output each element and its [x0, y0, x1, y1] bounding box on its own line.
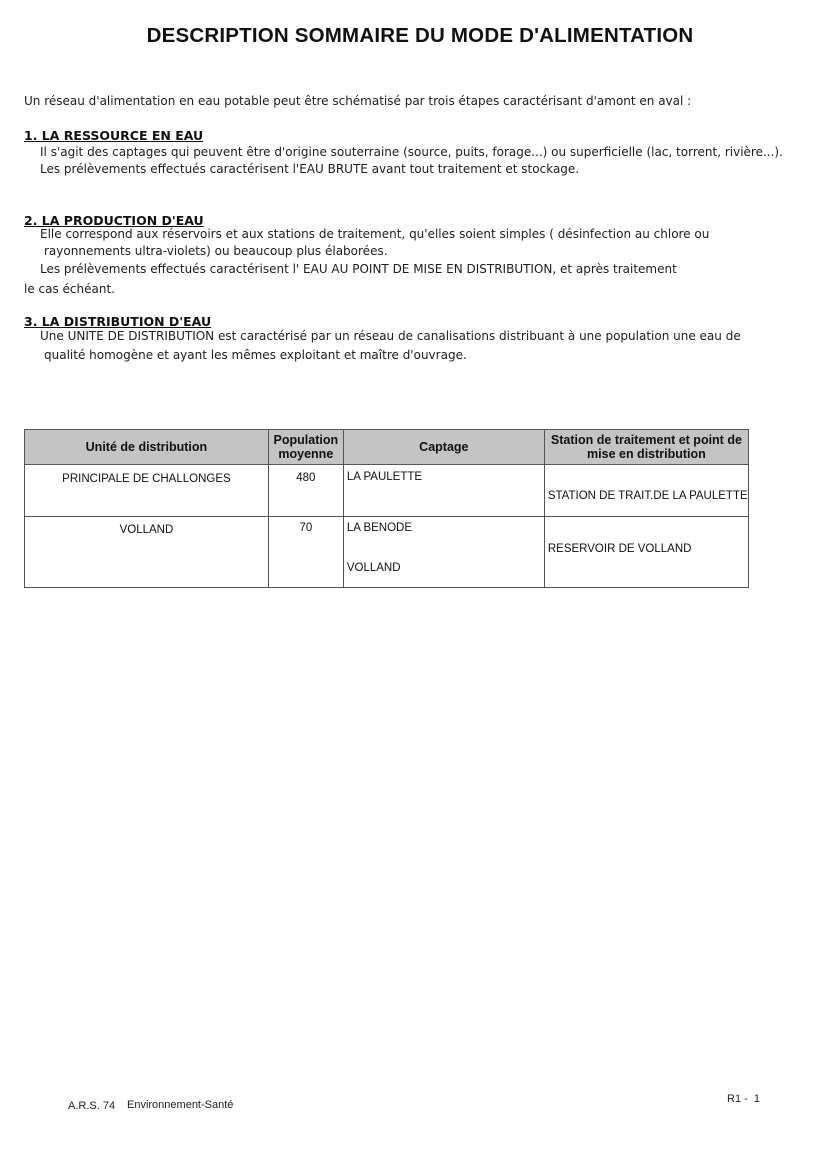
population-value: 480: [296, 472, 316, 484]
population-cell: [268, 517, 343, 588]
column-header-unite: Unité de distribution: [25, 430, 269, 465]
distribution-table: [24, 429, 749, 588]
station-cell: [544, 517, 748, 588]
captage-value: LA PAULETTE: [346, 471, 423, 483]
intro-text: Un réseau d'alimentation en eau potable peut être schématisé par trois étapes caractérisant d'amont en aval :: [24, 94, 692, 108]
footer-service: Environnement-Santé: [127, 1099, 234, 1111]
section-line: Les prélèvements effectués caractérisent l' EAU AU POINT DE MISE EN DISTRIBUTION, et après traitement: [40, 262, 677, 276]
page-title: DESCRIPTION SOMMAIRE DU MODE D'ALIMENTATION: [146, 24, 694, 47]
station-value: RESERVOIR DE VOLLAND: [547, 543, 692, 555]
section-line: qualité homogène et ayant les mêmes exploitant et maître d'ouvrage.: [44, 348, 467, 362]
section-line: Les prélèvements effectués caractérisent l'EAU BRUTE avant tout traitement et stockage.: [40, 162, 580, 176]
table-row: [25, 465, 749, 517]
captage-value: VOLLAND: [346, 562, 401, 574]
column-header-population: Population moyenne: [268, 430, 343, 465]
captage-cell: [343, 465, 544, 517]
unite-cell: [25, 517, 269, 588]
population-cell: [268, 465, 343, 517]
station-value: STATION DE TRAIT.DE LA PAULETTE: [547, 490, 748, 502]
population-value: 70: [299, 522, 313, 534]
section-line: Une UNITE DE DISTRIBUTION est caractérisé par un réseau de canalisations distribuant à une population une eau de: [40, 329, 741, 343]
section-heading-ressource: 1. LA RESSOURCE EN EAU: [24, 128, 204, 143]
table-row: [25, 517, 749, 588]
section-line: rayonnements ultra-violets) ou beaucoup plus élaborées.: [44, 244, 388, 258]
column-header-station: Station de traitement et point de mise en distribution: [544, 430, 748, 465]
footer-page-ref: R1 - 1: [727, 1093, 761, 1105]
section-heading-production: 2. LA PRODUCTION D'EAU: [24, 213, 204, 228]
section-heading-distribution: 3. LA DISTRIBUTION D'EAU: [24, 314, 212, 329]
column-header-captage: Captage: [343, 430, 544, 465]
section-line: le cas échéant.: [24, 282, 115, 296]
unite-cell: [25, 465, 269, 517]
section-line: Il s'agit des captages qui peuvent être d'origine souterraine (source, puits, forage...) ou superficielle (lac, torrent, rivière...).: [40, 145, 783, 159]
footer-organisation: A.R.S. 74: [68, 1100, 116, 1112]
unite-value: VOLLAND: [119, 524, 174, 536]
station-cell: [544, 465, 748, 517]
table-header-row: [25, 430, 749, 465]
captage-value: LA BENODE: [346, 522, 413, 534]
section-line: Elle correspond aux réservoirs et aux stations de traitement, qu'elles soient simples ( désinfection au chlore ou: [40, 227, 710, 241]
unite-value: PRINCIPALE DE CHALLONGES: [62, 473, 231, 485]
captage-cell: [343, 517, 544, 588]
